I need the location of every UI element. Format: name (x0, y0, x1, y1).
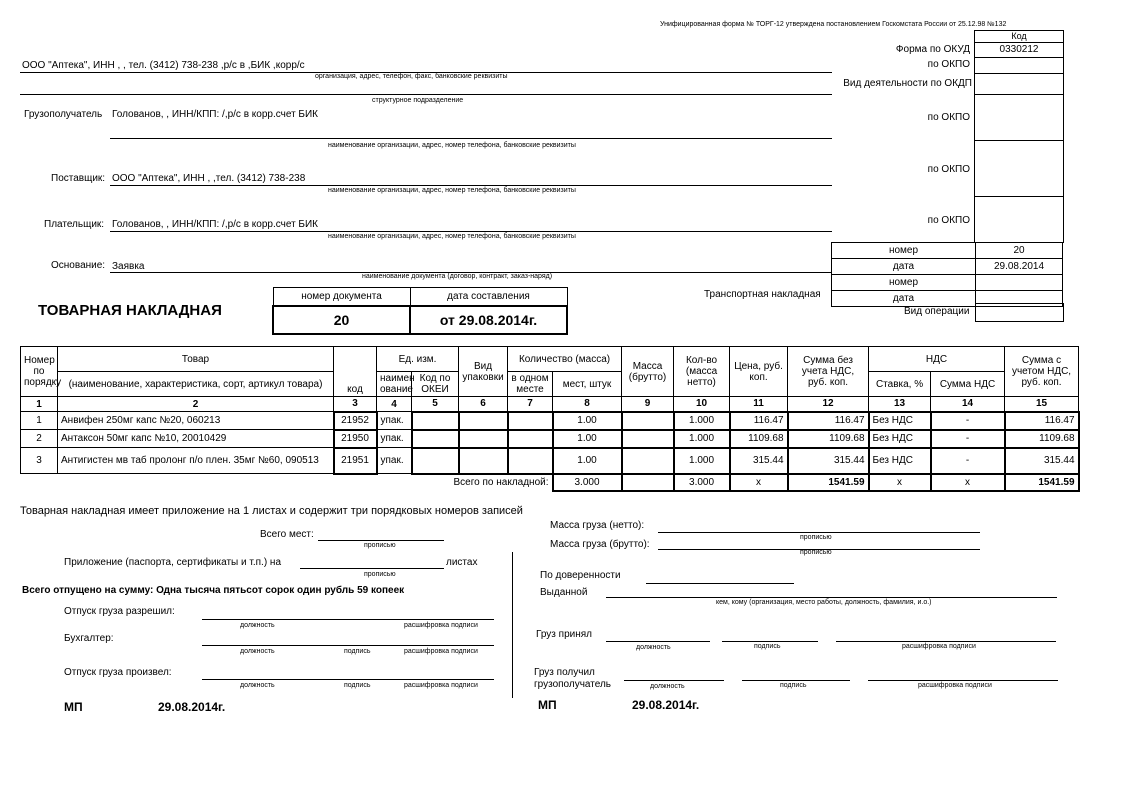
row-no: 3 (21, 448, 58, 474)
right-date-label: дата (832, 259, 976, 275)
h-qty-one: в одном месте (508, 372, 553, 397)
row-code: 21952 (334, 412, 377, 430)
gross-in-words: прописью (800, 549, 832, 556)
sign-caption-5: подпись (780, 682, 807, 689)
places-label: Всего мест: (260, 529, 314, 540)
total-gross (622, 474, 674, 491)
col-num-8: 8 (553, 397, 622, 412)
row-vat: - (931, 448, 1005, 474)
mp-left: МП (64, 700, 83, 714)
total-places: 3.000 (553, 474, 622, 491)
right-number-label: номер (832, 243, 976, 259)
total-released: Всего отпущено на сумму: Одна тысяча пятьсот сорок один рубль 59 копеек (22, 585, 405, 596)
decoding-caption-4: расшифровка подписи (902, 643, 976, 650)
release-allowed-label: Отпуск груза разрешил: (64, 606, 175, 617)
by-power-label: По доверенности (540, 570, 621, 581)
net-in-words: прописью (800, 534, 832, 541)
accountant-label: Бухгалтер: (64, 633, 114, 644)
pos-caption-4: должность (636, 644, 671, 651)
row-qty-one (508, 430, 553, 448)
sign-caption-4: подпись (754, 643, 781, 650)
sheets-label: листах (446, 557, 478, 568)
transport-label: Транспортная накладная (704, 289, 821, 300)
goods-table (20, 346, 1080, 492)
cargo-accepted-label: Груз принял (536, 629, 593, 640)
col-num-15: 15 (1005, 397, 1079, 412)
col-num-6: 6 (459, 397, 508, 412)
row-total: 315.44 (1005, 448, 1079, 474)
col-num-2: 2 (58, 397, 334, 412)
appendix-label: Приложение (паспорта, сертификаты и т.п.) на (64, 557, 282, 568)
row-price: 315.44 (730, 448, 788, 474)
pos-caption-5: должность (650, 683, 685, 690)
totals-row (21, 474, 1079, 491)
row-pack (459, 448, 508, 474)
row-sum: 1109.68 (788, 430, 869, 448)
pos-caption-2: должность (240, 648, 275, 655)
row-total: 116.47 (1005, 412, 1079, 430)
col-num-7: 7 (508, 397, 553, 412)
row-unit: упак. (377, 412, 412, 430)
row-qty-one (508, 448, 553, 474)
right-number-value: 20 (976, 243, 1063, 259)
operation-box (975, 303, 1064, 322)
h-goods-sub: (наименование, характеристика, сорт, артикул товара) (58, 372, 334, 397)
supplier-label: Поставщик: (51, 173, 106, 184)
payer-label: Плательщик: (44, 219, 105, 230)
consignee-caption: наименование организации, адрес, номер телефона, банковские реквизиты (328, 142, 576, 149)
shipper-caption: организация, адрес, телефон, факс, банковские реквизиты (315, 73, 508, 80)
mp-right: МП (538, 698, 557, 712)
h-sum-vat: Сумма с учетом НДС, руб. коп. (1005, 347, 1079, 397)
col-num-12: 12 (788, 397, 869, 412)
row-net: 1.000 (674, 448, 730, 474)
form-approval-note: Унифицированная форма № ТОРГ-12 утверждена постановлением Госкомстата России от 25.12.98 №132 (660, 21, 1007, 28)
basis-caption: наименование документа (договор, контракт, заказ-наряд) (362, 273, 553, 280)
h-vat-sum: Сумма НДС (931, 372, 1005, 397)
row-pack (459, 412, 508, 430)
okpo-label: по ОКПО (927, 59, 970, 70)
decoding-caption-1: расшифровка подписи (404, 622, 478, 629)
payer-value: Голованов, , ИНН/КПП: /,р/с в корр.счет БИК (112, 219, 319, 230)
h-sum-novat: Сумма без учета НДС, руб. коп. (788, 347, 869, 397)
total-total: 1541.59 (1005, 474, 1079, 491)
h-unit-okei: Код по ОКЕИ (412, 372, 459, 397)
row-rate: Без НДС (869, 448, 931, 474)
h-code: код (334, 347, 377, 397)
supplier-value: ООО "Аптека", ИНН , ,тел. (3412) 738-238 (112, 173, 306, 184)
row-vat: - (931, 430, 1005, 448)
row-unit: упак. (377, 430, 412, 448)
h-unit-name: наимен ование (377, 372, 412, 397)
h-qty: Количество (масса) (508, 347, 622, 372)
h-no: Номер по порядку (21, 347, 58, 397)
okpo-label-3: по ОКПО (927, 164, 970, 175)
row-pack (459, 430, 508, 448)
operation-label: Вид операции (904, 306, 970, 317)
h-pack: Вид упаковки (459, 347, 508, 397)
row-no: 2 (21, 430, 58, 448)
places-in-words: прописью (364, 542, 396, 549)
okpo-label-4: по ОКПО (927, 215, 970, 226)
h-goods: Товар (58, 347, 334, 372)
total-sum: 1541.59 (788, 474, 869, 491)
decoding-caption-5: расшифровка подписи (918, 682, 992, 689)
appendix-in-words: прописью (364, 571, 396, 578)
okpo-label-2: по ОКПО (927, 112, 970, 123)
issued-label: Выданной (540, 587, 588, 598)
doc-title: ТОВАРНАЯ НАКЛАДНАЯ (38, 302, 222, 319)
row-gross (622, 448, 674, 474)
shipper-line: ООО "Аптека", ИНН , , тел. (3412) 738-238 ,р/с в ,БИК ,корр/с (22, 60, 305, 71)
total-rate: x (869, 474, 931, 491)
col-num-11: 11 (730, 397, 788, 412)
total-label: Всего по накладной: (453, 477, 549, 488)
h-unit: Ед. изм. (377, 347, 459, 372)
col-num-3: 3 (334, 397, 377, 412)
release-made-label: Отпуск груза произвел: (64, 667, 172, 678)
row-okei (412, 448, 459, 474)
pos-caption-1: должность (240, 622, 275, 629)
net-mass-label: Масса груза (нетто): (550, 520, 645, 531)
h-gross: Масса (брутто) (622, 347, 674, 397)
table-row (21, 448, 1079, 474)
mp-right-date: 29.08.2014г. (632, 698, 700, 712)
total-net: 3.000 (674, 474, 730, 491)
row-total: 1109.68 (1005, 430, 1079, 448)
cargo-received-label: Груз получил грузополучатель (534, 667, 612, 690)
footer-divider (512, 552, 513, 698)
row-rate: Без НДС (869, 430, 931, 448)
row-gross (622, 430, 674, 448)
row-qty-one (508, 412, 553, 430)
decoding-caption-3: расшифровка подписи (404, 682, 478, 689)
decoding-caption-2: расшифровка подписи (404, 648, 478, 655)
table-row (21, 430, 1079, 448)
col-num-13: 13 (869, 397, 931, 412)
row-code: 21950 (334, 430, 377, 448)
col-num-4: 4 (377, 397, 412, 412)
okdp-label: Вид деятельности по ОКДП (843, 78, 972, 89)
sign-caption-2: подпись (344, 648, 371, 655)
row-okei (412, 412, 459, 430)
consignee-label: Грузополучатель (24, 109, 103, 120)
row-name: Анвифен 250мг капс №20, 060213 (58, 412, 334, 430)
doc-num-label: номер документа (273, 288, 410, 307)
h-vat-rate: Ставка, % (869, 372, 931, 397)
okud-value: 0330212 (999, 44, 1039, 55)
row-places: 1.00 (553, 412, 622, 430)
sign-caption-3: подпись (344, 682, 371, 689)
right-date2-label: дата (832, 291, 976, 307)
row-net: 1.000 (674, 412, 730, 430)
col-num-5: 5 (412, 397, 459, 412)
row-sum: 116.47 (788, 412, 869, 430)
table-row (21, 412, 1079, 430)
total-price: x (730, 474, 788, 491)
right-date-value: 29.08.2014 (976, 259, 1063, 275)
row-name: Антигистен мв таб пролонг п/о плен. 35мг №60, 090513 (58, 448, 334, 474)
row-places: 1.00 (553, 448, 622, 474)
payer-caption: наименование организации, адрес, номер телефона, банковские реквизиты (328, 233, 576, 240)
basis-label: Основание: (51, 260, 106, 271)
doc-num-value: 20 (273, 306, 410, 334)
col-num-10: 10 (674, 397, 730, 412)
col-num-14: 14 (931, 397, 1005, 412)
row-rate: Без НДС (869, 412, 931, 430)
doc-number-box (272, 287, 568, 335)
issued-caption: кем, кому (организация, место работы, должность, фамилия, и.о.) (716, 599, 932, 606)
h-net: Кол-во (масса нетто) (674, 347, 730, 397)
row-no: 1 (21, 412, 58, 430)
doc-date-value: от 29.08.2014г. (410, 306, 567, 334)
right-number-block (831, 242, 1063, 307)
h-price: Цена, руб. коп. (730, 347, 788, 397)
col-num-9: 9 (622, 397, 674, 412)
attachment-text: Товарная накладная имеет приложение на 1 листах и содержит три порядковых номеров записей (20, 505, 523, 517)
supplier-caption: наименование организации, адрес, номер телефона, банковские реквизиты (328, 187, 576, 194)
col-num-1: 1 (21, 397, 58, 412)
doc-date-label: дата составления (410, 288, 567, 307)
pos-caption-3: должность (240, 682, 275, 689)
mp-left-date: 29.08.2014г. (158, 700, 226, 714)
row-code: 21951 (334, 448, 377, 474)
consignee-value: Голованов, , ИНН/КПП: /,р/с в корр.счет БИК (112, 109, 319, 120)
right-number2-label: номер (832, 275, 976, 291)
code-column (974, 30, 1064, 243)
row-name: Антаксон 50мг капс №10, 20010429 (58, 430, 334, 448)
okud-label: Форма по ОКУД (895, 44, 970, 55)
row-price: 116.47 (730, 412, 788, 430)
row-net: 1.000 (674, 430, 730, 448)
row-okei (412, 430, 459, 448)
row-price: 1109.68 (730, 430, 788, 448)
row-sum: 315.44 (788, 448, 869, 474)
gross-mass-label: Масса груза (брутто): (550, 539, 650, 550)
row-places: 1.00 (553, 430, 622, 448)
h-qty-places: мест, штук (553, 372, 622, 397)
right-number2-value (976, 275, 1063, 291)
row-vat: - (931, 412, 1005, 430)
row-gross (622, 412, 674, 430)
total-vat: x (931, 474, 1005, 491)
row-unit: упак. (377, 448, 412, 474)
code-header: Код (1011, 31, 1027, 41)
basis-value: Заявка (112, 261, 145, 272)
h-vat: НДС (869, 347, 1005, 372)
subdivision-caption: структурное подразделение (372, 97, 464, 104)
